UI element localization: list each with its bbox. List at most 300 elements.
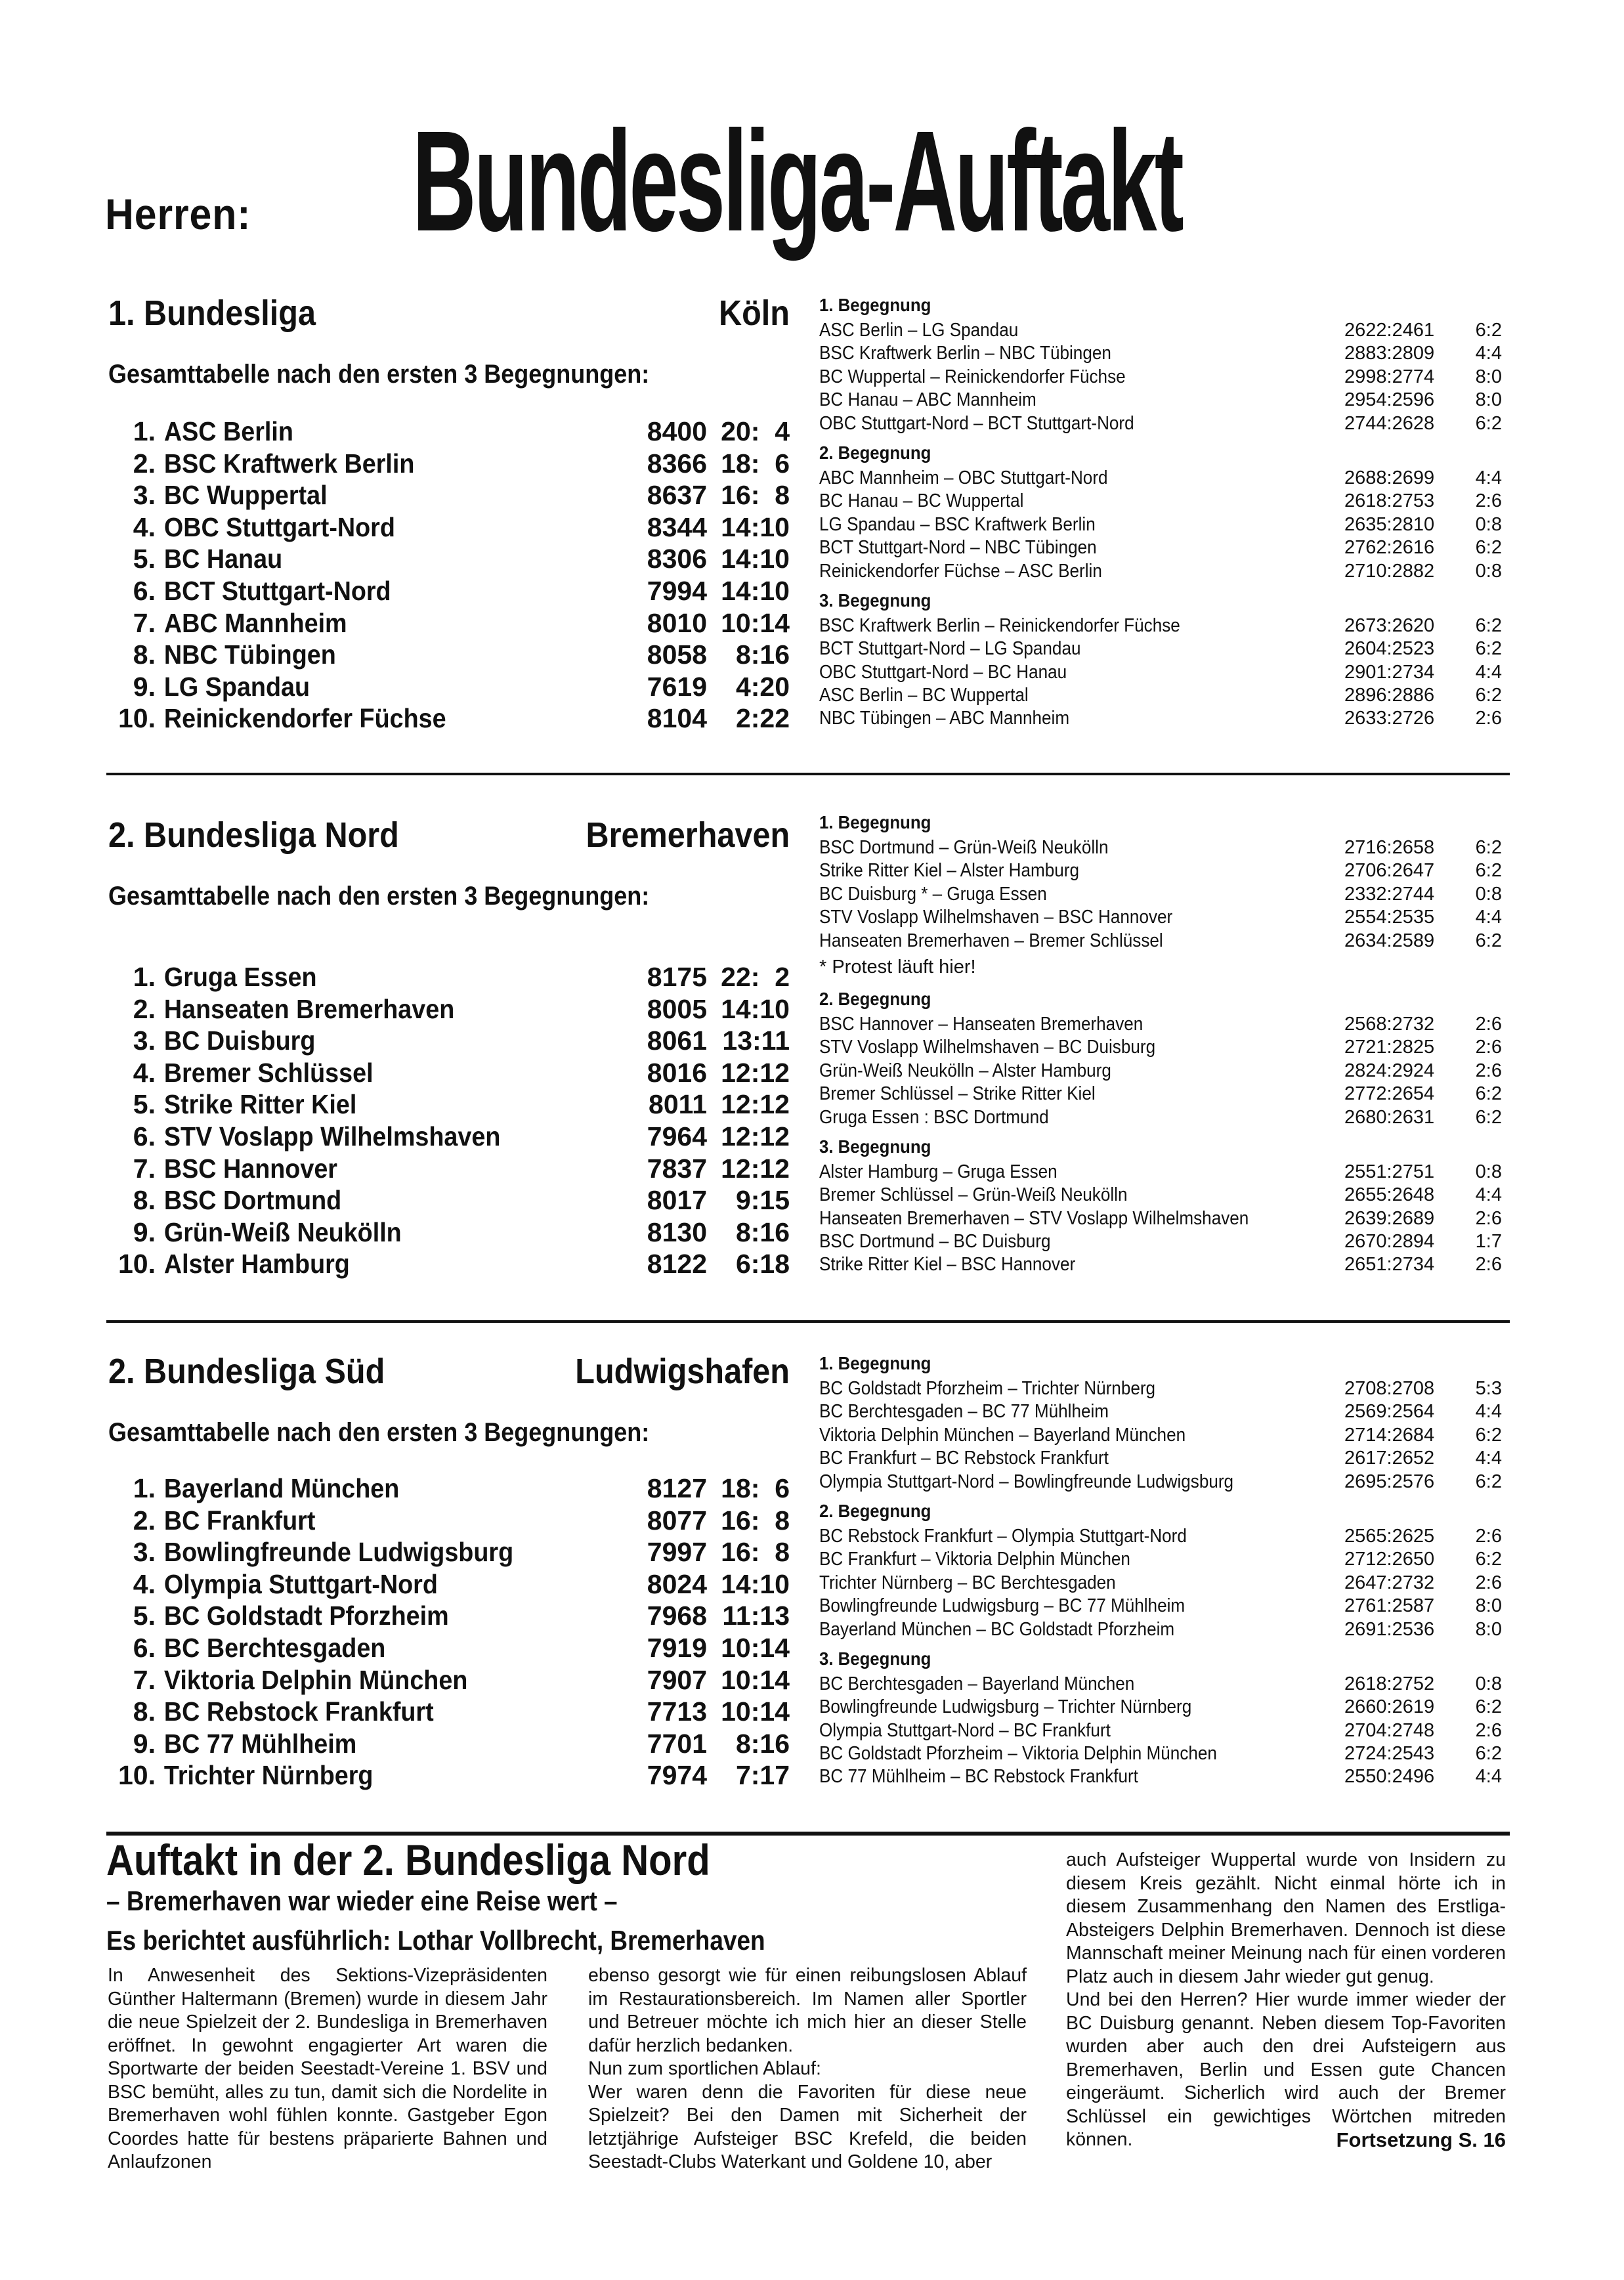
match-points: 2:6: [1475, 1060, 1502, 1081]
team-pins: 8130: [647, 1216, 707, 1247]
match-row: [819, 1106, 1502, 1129]
match-pairing: BC Hanau – ABC Mannheim: [819, 389, 1036, 411]
team-name: Bayerland München: [163, 1473, 400, 1503]
match-points: 6:2: [1475, 638, 1502, 660]
team-pins: 8400: [647, 416, 707, 446]
continuation-link[interactable]: Fortsetzung S. 16: [1336, 2128, 1506, 2151]
standings-row: [108, 1536, 790, 1568]
match-pairing: BC 77 Mühlheim – BC Rebstock Frankfurt: [819, 1766, 1138, 1788]
match-row: [819, 836, 1502, 859]
match-pins: 2618:2753: [1344, 490, 1435, 512]
match-points: 2:6: [1475, 1037, 1502, 1058]
match-row: [819, 707, 1502, 730]
match-pins: 2655:2648: [1344, 1184, 1435, 1206]
team-name: Bremer Schlüssel: [163, 1057, 374, 1088]
match-pins: 2565:2625: [1344, 1525, 1435, 1547]
match-pairing: BC Berchtesgaden – BC 77 Mühlheim: [819, 1401, 1109, 1423]
team-pins: 7713: [647, 1696, 707, 1727]
team-pins: 8011: [649, 1089, 707, 1120]
team-points: 8:16: [735, 1216, 790, 1247]
article-paragraph: ebenso gesorgt wie für einen reibungslosen Ablauf im Restaurationsbereich. Im Namen aller Sportler und Betreuer möchte ich mich hier an dieser Stelle dafür herzlich bedanken.: [588, 1965, 1027, 2056]
team-rank: 10.: [118, 1760, 156, 1791]
match-points: 6:2: [1475, 412, 1502, 434]
standings-title: Gesamttabelle nach den ersten 3 Begegnungen:: [108, 1418, 650, 1447]
match-pairing: BCT Stuttgart-Nord – NBC Tübingen: [819, 537, 1097, 559]
round-title: 1. Begegnung: [819, 812, 931, 832]
team-pins: 7619: [647, 671, 707, 702]
article-column-3: [1066, 1849, 1506, 2152]
match-row: [819, 1618, 1502, 1641]
team-rank: 4.: [133, 1057, 156, 1088]
article-column-1: [108, 1964, 547, 2174]
match-pins: 2708:2708: [1344, 1378, 1435, 1399]
team-name: Alster Hamburg: [163, 1249, 350, 1280]
standings-row: [108, 1184, 790, 1216]
article-paragraph: auch Aufsteiger Wuppertal wurde von Insidern zu diesem Kreis gezählt. Nicht einmal hörte ich in diesem Zusammenhang den Namen des Erstliga-Absteigers Delphin Bremerhaven. Dennoch ist diese Mannschaft meiner Meinung nach für einen vorderen Platz auch in diesem Jahr wieder gut genug.: [1066, 1849, 1506, 1987]
team-name: Bowlingfreunde Ludwigsburg: [163, 1537, 514, 1568]
match-points: 0:8: [1475, 883, 1502, 905]
match-pairing: LG Spandau – BSC Kraftwerk Berlin: [819, 513, 1096, 535]
team-points: 22: 2: [721, 962, 790, 992]
team-pins: 7968: [647, 1601, 707, 1631]
team-rank: 9.: [133, 1728, 156, 1759]
match-pins: 2680:2631: [1344, 1106, 1435, 1128]
match-row: [819, 1083, 1502, 1106]
team-rank: 10.: [118, 1249, 156, 1280]
team-name: Hanseaten Bremerhaven: [163, 993, 455, 1024]
league-header: [108, 1354, 790, 1389]
match-points: 4:4: [1475, 907, 1502, 928]
match-row: [819, 1765, 1502, 1788]
match-pins: 2695:2576: [1344, 1471, 1435, 1492]
standings-row: [108, 639, 790, 671]
team-rank: 8.: [133, 1696, 156, 1727]
match-pairing: OBC Stuttgart-Nord – BC Hanau: [819, 661, 1067, 683]
match-pins: 2550:2496: [1344, 1766, 1435, 1788]
match-pins: 2901:2734: [1344, 661, 1435, 683]
match-points: 6:2: [1475, 1424, 1502, 1446]
match-pairing: Olympia Stuttgart-Nord – BC Frankfurt: [819, 1719, 1111, 1741]
standings-row: [108, 1600, 790, 1632]
team-points: 6:18: [735, 1249, 790, 1280]
match-pins: 2647:2732: [1344, 1572, 1435, 1593]
round-title: 3. Begegnung: [819, 590, 931, 611]
match-points: 0:8: [1475, 1161, 1502, 1182]
match-pins: 2551:2751: [1344, 1161, 1435, 1182]
match-pairing: BSC Kraftwerk Berlin – Reinickendorfer Füchse: [819, 614, 1180, 636]
match-points: 4:4: [1475, 1766, 1502, 1788]
match-row: [819, 1253, 1502, 1276]
round-title: 2. Begegnung: [819, 1500, 931, 1521]
team-name: OBC Stuttgart-Nord: [163, 511, 395, 542]
team-rank: 1.: [133, 962, 156, 992]
match-points: 6:2: [1475, 860, 1502, 882]
team-pins: 8024: [647, 1568, 707, 1599]
standings-table: [108, 961, 790, 1280]
match-pairing: Hanseaten Bremerhaven – STV Voslapp Wilhelmshaven: [819, 1207, 1249, 1229]
match-row: [819, 1719, 1502, 1742]
article-paragraph: In Anwesenheit des Sektions-Vizepräsidenten Günther Haltermann (Bremen) wurde in diesem Jahr die neue Spielzeit der 2. Bundesliga in Bremerhaven eröffnet. In gewohnt engagierter Art waren die Sportwarte der beiden Seestadt-Vereine 1. BSV und BSC bemüht, alles zu tun, damit sich die Nordelite in Bremerhaven wohl fühlen konnte. Gastgeber Egon Coordes hatte für bestens präparierte Bahnen und Anlaufzonen: [108, 1965, 547, 2172]
team-points: 9:15: [735, 1185, 790, 1216]
match-pairing: BC Goldstadt Pforzheim – Trichter Nürnberg: [819, 1378, 1156, 1399]
match-points: 4:4: [1475, 1184, 1502, 1206]
team-rank: 2.: [133, 993, 156, 1024]
standings-table: [108, 1473, 790, 1792]
spacer: [819, 583, 1502, 590]
team-name: BC Rebstock Frankfurt: [163, 1696, 434, 1727]
team-pins: 8127: [647, 1473, 707, 1503]
team-points: 8:16: [735, 639, 790, 670]
match-pins: 2673:2620: [1344, 614, 1435, 636]
round-title: 2. Begegnung: [819, 988, 931, 1009]
spacer: [819, 981, 1502, 988]
team-rank: 9.: [133, 1216, 156, 1247]
match-pins: 2761:2587: [1344, 1595, 1435, 1617]
team-pins: 7701: [647, 1728, 707, 1759]
match-pairing: Strike Ritter Kiel – Alster Hamburg: [819, 860, 1079, 882]
team-points: 11:13: [722, 1601, 790, 1631]
team-rank: 6.: [133, 575, 156, 606]
match-pairing: ABC Mannheim – OBC Stuttgart-Nord: [819, 467, 1108, 488]
team-pins: 8016: [647, 1057, 707, 1088]
team-rank: 5.: [133, 1089, 156, 1120]
match-pairing: BSC Dortmund – BC Duisburg: [819, 1231, 1051, 1253]
match-points: 8:0: [1475, 389, 1502, 411]
spacer: [819, 435, 1502, 442]
match-points: 6:2: [1475, 685, 1502, 706]
match-points: 6:2: [1475, 1743, 1502, 1765]
standings-table: [108, 416, 790, 735]
match-pairing: ASC Berlin – BC Wuppertal: [819, 685, 1029, 706]
match-pairing: Olympia Stuttgart-Nord – Bowlingfreunde Ludwigsburg: [819, 1471, 1234, 1492]
match-row: [819, 490, 1502, 513]
match-pins: 2635:2810: [1344, 513, 1435, 535]
match-points: 6:2: [1475, 320, 1502, 341]
match-row: [819, 389, 1502, 412]
match-row: [819, 1673, 1502, 1696]
match-pairing: Gruga Essen : BSC Dortmund: [819, 1106, 1049, 1128]
match-pins: 2651:2734: [1344, 1254, 1435, 1276]
match-pairing: Reinickendorfer Füchse – ASC Berlin: [819, 560, 1102, 582]
match-row: [819, 536, 1502, 559]
footnote: * Protest läuft hier!: [819, 956, 976, 978]
standings-title: Gesamttabelle nach den ersten 3 Begegnungen:: [108, 360, 650, 389]
league-header: [108, 295, 790, 331]
match-pairing: BC Wuppertal – Reinickendorfer Füchse: [819, 366, 1126, 387]
match-row: [819, 684, 1502, 707]
team-points: 12:12: [721, 1057, 790, 1088]
match-pairing: BC Frankfurt – Viktoria Delphin München: [819, 1549, 1130, 1570]
match-points: 2:6: [1475, 1572, 1502, 1593]
spacer: [819, 1494, 1502, 1500]
team-points: 12:12: [721, 1121, 790, 1151]
match-pairing: Hanseaten Bremerhaven – Bremer Schlüssel: [819, 930, 1163, 951]
match-pairing: ASC Berlin – LG Spandau: [819, 320, 1019, 341]
team-name: Grün-Weiß Neukölln: [163, 1216, 402, 1247]
league-1-results: [819, 294, 1502, 731]
article-paragraph: Wer waren denn die Favoriten für diese neue Spielzeit? Bei den Damen mit Sicherheit der letztjährige Aufsteiger BSC Krefeld, die beiden Seestadt-Clubs Waterkant und Goldene 10, aber: [588, 2081, 1027, 2172]
standings-row: [108, 1664, 790, 1696]
match-points: 4:4: [1475, 343, 1502, 364]
match-row: [819, 859, 1502, 882]
team-rank: 8.: [133, 639, 156, 670]
match-row: [819, 1161, 1502, 1184]
team-name: STV Voslapp Wilhelmshaven: [163, 1121, 501, 1151]
team-pins: 7974: [647, 1760, 707, 1791]
match-pairing: STV Voslapp Wilhelmshaven – BC Duisburg: [819, 1037, 1156, 1058]
league-2-nord-standings-block: [108, 817, 790, 1280]
standings-row: [108, 511, 790, 544]
team-pins: 7837: [647, 1153, 707, 1184]
team-pins: 8005: [647, 993, 707, 1024]
match-row: [819, 1013, 1502, 1036]
team-name: ABC Mannheim: [163, 607, 347, 638]
match-pairing: BC Hanau – BC Wuppertal: [819, 490, 1024, 512]
match-pairing: BSC Dortmund – Grün-Weiß Neukölln: [819, 837, 1109, 858]
team-points: 10:14: [721, 1664, 790, 1695]
match-row: [819, 1471, 1502, 1494]
match-pairing: Bowlingfreunde Ludwigsburg – Trichter Nürnberg: [819, 1696, 1192, 1718]
match-row: [819, 1742, 1502, 1765]
match-points: 4:4: [1475, 467, 1502, 488]
team-points: 18: 6: [721, 448, 790, 479]
match-points: 6:2: [1475, 837, 1502, 858]
match-pairing: Trichter Nürnberg – BC Berchtesgaden: [819, 1572, 1116, 1593]
team-points: 7:17: [735, 1760, 790, 1791]
team-points: 18: 6: [721, 1473, 790, 1503]
team-name: BC Goldstadt Pforzheim: [163, 1601, 449, 1631]
team-name: BC Duisburg: [163, 1025, 316, 1056]
standings-row: [108, 1121, 790, 1153]
match-row: [819, 1377, 1502, 1400]
league-2-sued-results: [819, 1352, 1502, 1789]
article-subtitle: – Bremerhaven war wieder eine Reise wert –: [106, 1885, 618, 1916]
team-points: 20: 4: [721, 416, 790, 446]
match-row: [819, 661, 1502, 684]
team-pins: 8366: [647, 448, 707, 479]
league-1-standings-block: [108, 295, 790, 735]
team-name: Trichter Nürnberg: [163, 1760, 374, 1791]
standings-row: [108, 1632, 790, 1664]
team-rank: 1.: [133, 416, 156, 446]
match-points: 4:4: [1475, 1401, 1502, 1423]
match-points: 1:7: [1475, 1231, 1502, 1253]
team-points: 13:11: [722, 1025, 790, 1056]
match-pins: 2639:2689: [1344, 1207, 1435, 1229]
standings-row: [108, 575, 790, 607]
team-name: Olympia Stuttgart-Nord: [163, 1568, 438, 1599]
match-points: 0:8: [1475, 560, 1502, 582]
match-points: 6:2: [1475, 1106, 1502, 1128]
match-points: 0:8: [1475, 513, 1502, 535]
standings-row: [108, 1153, 790, 1185]
match-pins: 2634:2589: [1344, 930, 1435, 951]
league-name: 2. Bundesliga Nord: [108, 815, 399, 855]
league-name: 2. Bundesliga Süd: [108, 1352, 385, 1391]
team-points: 10:14: [721, 1696, 790, 1727]
match-pairing: Bayerland München – BC Goldstadt Pforzheim: [819, 1618, 1175, 1640]
match-pins: 2744:2628: [1344, 412, 1435, 434]
match-pairing: Grün-Weiß Neukölln – Alster Hamburg: [819, 1060, 1111, 1081]
match-pins: 2721:2825: [1344, 1037, 1435, 1058]
team-rank: 5.: [133, 1601, 156, 1631]
team-points: 2:22: [735, 703, 790, 734]
team-pins: 8058: [647, 639, 707, 670]
match-pins: 2704:2748: [1344, 1719, 1435, 1741]
match-pairing: Bremer Schlüssel – Grün-Weiß Neukölln: [819, 1184, 1128, 1206]
team-points: 14:10: [721, 575, 790, 606]
match-pins: 2954:2596: [1344, 389, 1435, 411]
match-pins: 2706:2647: [1344, 860, 1435, 882]
league-location: Köln: [719, 293, 790, 333]
team-pins: 7919: [647, 1632, 707, 1663]
match-row: [819, 883, 1502, 906]
team-name: NBC Tübingen: [163, 639, 336, 670]
team-rank: 6.: [133, 1121, 156, 1151]
match-points: 6:2: [1475, 930, 1502, 951]
article-paragraph-text: Und bei den Herren? Hier wurde immer wieder der BC Duisburg genannt. Neben diesem Top-Favoriten wurden aber auch den drei Aufsteigern aus Bremerhaven, Berlin und Essen gute Chancen eingeräumt. Sicherlich wird auch der Bremer Schlüssel ein gewichtiges Wörtchen mitreden können.: [1066, 1989, 1506, 2150]
team-rank: 10.: [118, 703, 156, 734]
match-row: [819, 412, 1502, 435]
match-points: 6:2: [1475, 537, 1502, 559]
match-pins: 2618:2752: [1344, 1673, 1435, 1694]
match-row: [819, 1036, 1502, 1059]
section-divider: [106, 773, 1510, 775]
match-points: 2:6: [1475, 1719, 1502, 1741]
match-pins: 2998:2774: [1344, 366, 1435, 387]
match-row: [819, 366, 1502, 389]
match-pairing: BCT Stuttgart-Nord – LG Spandau: [819, 638, 1081, 660]
match-row: [819, 1184, 1502, 1207]
team-pins: 8122: [647, 1249, 707, 1280]
match-pairing: OBC Stuttgart-Nord – BCT Stuttgart-Nord: [819, 412, 1134, 434]
match-pins: 2622:2461: [1344, 320, 1435, 341]
match-points: 8:0: [1475, 1618, 1502, 1640]
league-2-sued-standings-block: [108, 1354, 790, 1792]
match-row: [819, 467, 1502, 490]
match-row: [819, 1572, 1502, 1595]
team-rank: 7.: [133, 1153, 156, 1184]
team-pins: 7997: [647, 1537, 707, 1568]
match-pins: 2772:2654: [1344, 1083, 1435, 1105]
match-row: [819, 1230, 1502, 1253]
team-points: 4:20: [735, 671, 790, 702]
standings-row: [108, 607, 790, 639]
match-pins: 2688:2699: [1344, 467, 1435, 488]
team-rank: 3.: [133, 480, 156, 511]
match-pins: 2633:2726: [1344, 708, 1435, 729]
match-pins: 2762:2616: [1344, 537, 1435, 559]
match-pins: 2712:2650: [1344, 1549, 1435, 1570]
team-pins: 8061: [647, 1025, 707, 1056]
match-pairing: Viktoria Delphin München – Bayerland München: [819, 1424, 1186, 1446]
match-row: [819, 1207, 1502, 1230]
team-rank: 2.: [133, 448, 156, 479]
standings-row: [108, 961, 790, 993]
team-rank: 3.: [133, 1025, 156, 1056]
page-title: Bundesliga-Auftakt: [412, 102, 1182, 261]
match-row: [819, 906, 1502, 929]
spacer: [819, 1129, 1502, 1136]
match-pins: 2824:2924: [1344, 1060, 1435, 1081]
match-points: 6:2: [1475, 614, 1502, 636]
match-points: 2:6: [1475, 490, 1502, 512]
standings-row: [108, 702, 790, 735]
team-rank: 2.: [133, 1505, 156, 1536]
round-title: 2. Begegnung: [819, 442, 931, 463]
round-title: 1. Begegnung: [819, 295, 931, 315]
league-location: Bremerhaven: [586, 815, 790, 855]
team-points: 16: 8: [721, 1505, 790, 1536]
match-pairing: Alster Hamburg – Gruga Essen: [819, 1161, 1058, 1182]
match-points: 6:2: [1475, 1549, 1502, 1570]
team-name: BC 77 Mühlheim: [163, 1728, 357, 1759]
standings-title: Gesamttabelle nach den ersten 3 Begegnungen:: [108, 882, 650, 911]
team-name: BSC Hannover: [163, 1153, 337, 1184]
match-pins: 2604:2523: [1344, 638, 1435, 660]
match-pairing: BSC Kraftwerk Berlin – NBC Tübingen: [819, 343, 1111, 364]
article-paragraph: [1066, 1989, 1506, 2152]
team-name: Gruga Essen: [163, 962, 317, 992]
team-rank: 3.: [133, 1537, 156, 1568]
match-row: [819, 342, 1502, 365]
section-label: Herren:: [105, 190, 251, 238]
match-pins: 2883:2809: [1344, 343, 1435, 364]
team-name: Strike Ritter Kiel: [163, 1089, 357, 1120]
match-row: [819, 637, 1502, 660]
match-points: 2:6: [1475, 1013, 1502, 1035]
match-points: 8:0: [1475, 366, 1502, 387]
match-row: [819, 1595, 1502, 1618]
standings-row: [108, 1025, 790, 1057]
match-pins: 2332:2744: [1344, 883, 1435, 905]
article-author-line: Es berichtet ausführlich: Lothar Vollbrecht, Bremerhaven: [106, 1925, 765, 1956]
match-pins: 2660:2619: [1344, 1696, 1435, 1718]
match-pairing: Bremer Schlüssel – Strike Ritter Kiel: [819, 1083, 1096, 1105]
team-rank: 7.: [133, 607, 156, 638]
team-name: ASC Berlin: [163, 416, 293, 446]
team-name: BC Frankfurt: [163, 1505, 316, 1536]
team-pins: 7907: [647, 1664, 707, 1695]
team-pins: 8104: [647, 703, 707, 734]
match-pins: 2896:2886: [1344, 685, 1435, 706]
match-points: 4:4: [1475, 661, 1502, 683]
match-pins: 2670:2894: [1344, 1231, 1435, 1253]
match-pairing: BC Rebstock Frankfurt – Olympia Stuttgart-Nord: [819, 1525, 1187, 1547]
match-pairing: BC Berchtesgaden – Bayerland München: [819, 1673, 1135, 1694]
match-row: [819, 560, 1502, 583]
team-pins: 7994: [647, 575, 707, 606]
match-points: 2:6: [1475, 1254, 1502, 1276]
standings-row: [108, 1473, 790, 1505]
standings-row: [108, 1248, 790, 1280]
match-points: 6:2: [1475, 1471, 1502, 1492]
match-row: [819, 1525, 1502, 1548]
team-name: Reinickendorfer Füchse: [163, 703, 446, 734]
article-title: Auftakt in der 2. Bundesliga Nord: [106, 1836, 710, 1884]
match-pairing: STV Voslapp Wilhelmshaven – BSC Hannover: [819, 907, 1173, 928]
standings-row: [108, 1505, 790, 1537]
team-pins: 8637: [647, 480, 707, 511]
team-rank: 4.: [133, 1568, 156, 1599]
team-points: 16: 8: [721, 480, 790, 511]
team-name: BSC Dortmund: [163, 1185, 342, 1216]
team-points: 14:10: [721, 544, 790, 574]
match-row: [819, 930, 1502, 953]
team-rank: 6.: [133, 1632, 156, 1663]
match-row: [819, 1548, 1502, 1571]
team-points: 14:10: [721, 993, 790, 1024]
